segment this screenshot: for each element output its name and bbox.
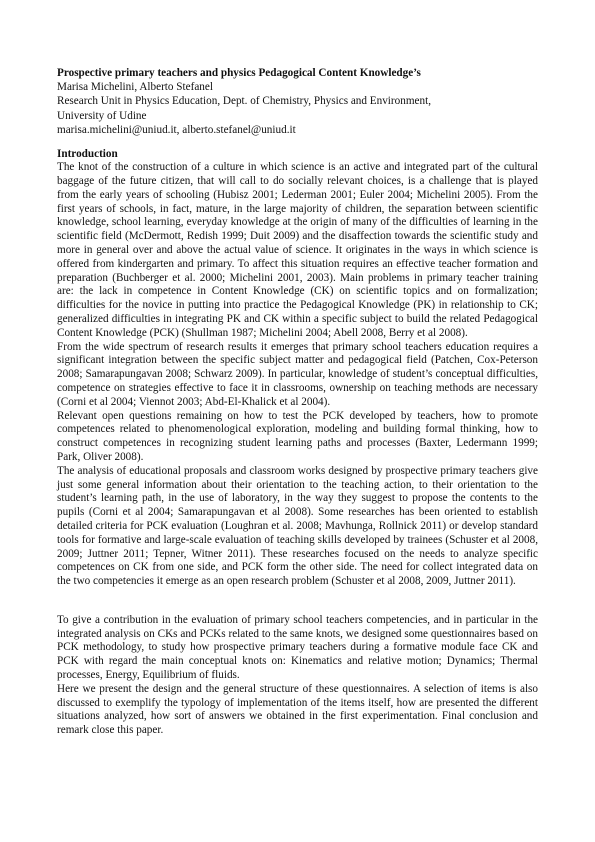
paragraph-4: The analysis of educational proposals and classroom works designed by prospective primary teachers give just some general information about their orientation to the teaching action, to their orientation to the student’s learning path, in the use of laboratory, in the way they suggest to propose the contents to the pupils (Corni et al 2004; Samarapungavan et al 2008). Some researches has been oriented to establish detailed criteria for PCK evaluation (Loughran et al. 2008; Mavhunga, Rollnick 2011) or develop standard tools for formative and large-scale evaluation of teaching skills developed by trainees (Schuster et al 2008, 2009; Juttner 2011; Tepner, Witner 2011). These researches focused on the needs to analyze specific competences on CK from one side, and PCK form the other side. The need for collect integrated data on the two competencies it emerge as an open research problem (Schuster et al 2008, 2009, Juttner 2011). [57,464,538,588]
paragraph-5: To give a contribution in the evaluation of primary school teachers competencies, and in particular in the integrated analysis on CKs and PCKs related to the same knots, we designed some questionnaires based on PCK methodology, to study how prospective primary teachers during a formative module face CK and PCK with regard the main conceptual knots on: Kinematics and relative motion; Dynamics; Thermal processes, Energy, Equilibrium of fluids. [57,613,538,682]
section-heading-introduction: Introduction [57,148,118,161]
paragraph-3: Relevant open questions remaining on how to test the PCK developed by teachers, how to promote competences related to phenomenological exploration, modeling and building formal thinking, how to construct competences in recognizing student learning paths and processes (Baxter, Ledermann 1999; Park, Oliver 2008). [57,409,538,463]
paragraph-6: Here we present the design and the general structure of these questionnaires. A selection of items is also discussed to exemplify the typology of implementation of the items itself, how are presented the different situations analyzed, how sort of answers we obtained in the first experimentation. Final conclusion and remark close this paper. [57,682,538,737]
paragraph-1: The knot of the construction of a culture in which science is an active and integrated part of the cultural baggage of the future citizen, that will call to do socially relevant choices, is a challenge that is played from the early years of schooling (Hubisz 2001; Lederman 2001; Euler 2004; Michelini 2005). From the first years of schools, in fact, mature, in the large majority of children, the separation between scientific knowledge, school learning, everyday knowledge at the origin of many of the difficulties of learning in the scientific field (McDermott, Redish 1999; Duit 2009) and the disaffection towards the scientific study and more in general over and above the actual value of science. It originates in the ways in which science is offered from kindergarten and primary. To affect this situation requires an effective teacher formation and preparation (Buchberger et al. 2000; Michelini 2001, 2003). Main problems in primary teacher training are: the lack in competence in Content Knowledge (CK) on scientific topics and on formalization; difficulties for the novice in putting into practice the Pedagogical Knowledge (PK) in relationship to CK; generalized difficulties in integrating PK and CK within a specific subject to build the related Pedagogical Content Knowledge (PCK) (Shullman 1987; Michelini 2004; Abell 2008, Berry et al 2008). [57,161,538,339]
affiliation-line-2: University of Udine [57,109,147,122]
paper-title: Prospective primary teachers and physics Pedagogical Content Knowledge’s [57,67,421,79]
authors: Marisa Michelini, Alberto Stefanel [57,81,213,93]
paragraph-gap [57,589,538,614]
affiliation-line-1: Research Unit in Physics Education, Dept. of Chemistry, Physics and Environment, [57,95,431,108]
author-emails: marisa.michelini@uniud.it, alberto.stefanel@uniud.it [57,123,296,136]
paragraph-2: From the wide spectrum of research results it emerges that primary school teachers education requires a significant integration between the specific subject matter and pedagogical field (Patchen, Cox-Peterson 2008; Samarapungavan 2008; Schwarz 2009). In particular, knowledge of student’s conceptual difficulties, competence on strategies effective to face it in classrooms, ownership on teaching methods are necessary (Corni et al 2004; Viennot 2003; Abd-El-Khalick et al 2004). [57,340,538,408]
